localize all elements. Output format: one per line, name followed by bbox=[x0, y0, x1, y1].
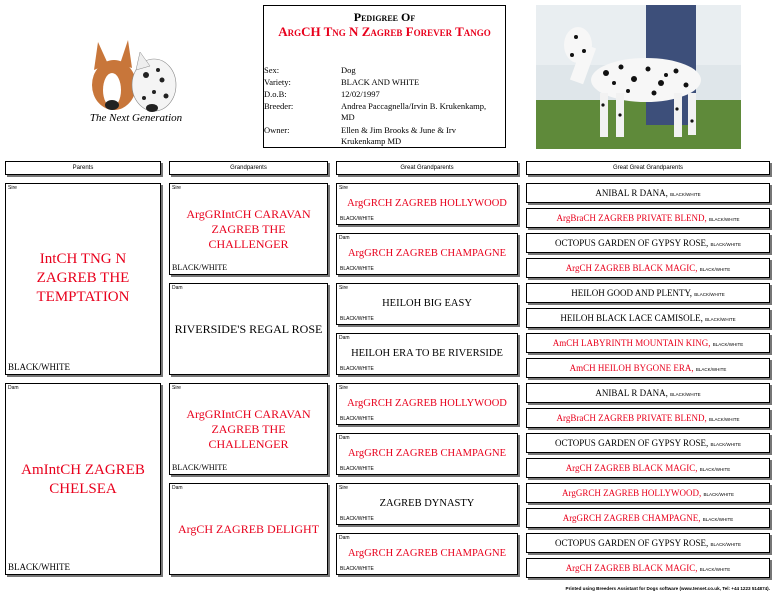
dam-label: Dam bbox=[339, 335, 350, 341]
dog-name: ArgCH Tng N Zagreb Forever Tango bbox=[278, 24, 491, 39]
great-grandparent-color: BLACK/WHITE bbox=[340, 366, 374, 372]
parent-dam bbox=[5, 383, 161, 575]
ggp-color: BLACK/WHITE bbox=[695, 367, 727, 372]
grandparent-2 bbox=[169, 283, 328, 375]
sire-label: Sire bbox=[339, 285, 348, 291]
great-grandparent-4 bbox=[336, 333, 518, 375]
great-grandparent-2 bbox=[336, 233, 518, 275]
ggp-color: BLACK/WHITE bbox=[702, 517, 734, 522]
ggp-name: ArgCH ZAGREB BLACK MAGIC, bbox=[565, 263, 698, 273]
ggp-name: ArgGRCH ZAGREB CHAMPAGNE, bbox=[562, 513, 701, 523]
column-header-parents: Parents bbox=[5, 161, 161, 175]
great-great-grandparent-8 bbox=[526, 358, 770, 378]
ggp-name: OCTOPUS GARDEN OF GYPSY ROSE, bbox=[554, 538, 709, 548]
ggp-name: AmCH LABYRINTH MOUNTAIN KING, bbox=[552, 338, 711, 348]
great-grandparent-name: HEILOH ERA TO BE RIVERSIDE bbox=[351, 348, 503, 359]
ggp-color: BLACK/WHITE bbox=[699, 467, 731, 472]
dam-label: Dam bbox=[339, 235, 350, 241]
ggp-color: BLACK/WHITE bbox=[710, 542, 742, 547]
great-grandparent-color: BLACK/WHITE bbox=[340, 466, 374, 472]
sire-label: Sire bbox=[172, 385, 181, 391]
ggp-name: ArgGRCH ZAGREB HOLLYWOOD, bbox=[562, 488, 702, 498]
great-great-grandparent-1 bbox=[526, 183, 770, 203]
great-great-grandparent-16 bbox=[526, 558, 770, 578]
sire-label: Sire bbox=[339, 185, 348, 191]
ggp-color: BLACK/WHITE bbox=[699, 267, 731, 272]
ggp-color: BLACK/WHITE bbox=[708, 417, 740, 422]
ggp-color: BLACK/WHITE bbox=[670, 392, 701, 397]
great-great-grandparent-10 bbox=[526, 408, 770, 428]
ggp-name: ArgBraCH ZAGREB PRIVATE BLEND, bbox=[556, 413, 707, 423]
grandparent-3-color: BLACK/WHITE bbox=[172, 463, 228, 472]
great-grandparent-5 bbox=[336, 383, 518, 425]
column-header-great-great-grandparents: Great Great Grandparents bbox=[526, 161, 770, 175]
great-grandparent-color: BLACK/WHITE bbox=[340, 266, 374, 272]
ggp-color: BLACK/WHITE bbox=[699, 567, 731, 572]
ggp-name: AmCH HEILOH BYGONE ERA, bbox=[569, 363, 694, 373]
great-grandparent-name: HEILOH BIG EASY bbox=[382, 298, 472, 309]
ggp-color: BLACK/WHITE bbox=[712, 342, 744, 347]
great-great-grandparent-14 bbox=[526, 508, 770, 528]
logo bbox=[74, 30, 194, 130]
great-grandparent-color: BLACK/WHITE bbox=[340, 416, 374, 422]
great-great-grandparent-6 bbox=[526, 308, 770, 328]
grandparent-3-name: ArgGRIntCH CARAVAN ZAGREB THE CHALLENGER bbox=[186, 407, 311, 451]
column-header-grandparents: Grandparents bbox=[169, 161, 328, 175]
ggp-name: ANIBAL R DANA, bbox=[595, 388, 668, 398]
column-header-great-grandparents: Great Grandparents bbox=[336, 161, 518, 175]
great-great-grandparent-3 bbox=[526, 233, 770, 253]
ggp-color: BLACK/WHITE bbox=[703, 492, 734, 497]
ggp-color: BLACK/WHITE bbox=[710, 242, 742, 247]
great-grandparent-7 bbox=[336, 483, 518, 525]
dam-label: Dam bbox=[172, 485, 183, 491]
great-great-grandparent-5 bbox=[526, 283, 770, 303]
parent-dam-name: AmIntCH ZAGREB CHELSEA bbox=[21, 462, 145, 497]
great-grandparent-name: ZAGREB DYNASTY bbox=[379, 498, 475, 509]
great-grandparent-color: BLACK/WHITE bbox=[340, 566, 374, 572]
great-grandparent-name: ArgGRCH ZAGREB CHAMPAGNE bbox=[347, 448, 507, 459]
ggp-name: OCTOPUS GARDEN OF GYPSY ROSE, bbox=[554, 438, 709, 448]
great-grandparent-3 bbox=[336, 283, 518, 325]
parent-dam-color: BLACK/WHITE bbox=[8, 562, 70, 572]
sire-label: Sire bbox=[339, 485, 348, 491]
grandparent-2-name: RIVERSIDE'S REGAL ROSE bbox=[174, 322, 323, 336]
great-great-grandparent-15 bbox=[526, 533, 770, 553]
ggp-name: ArgCH ZAGREB BLACK MAGIC, bbox=[565, 463, 698, 473]
logo-caption: The Next Generation bbox=[89, 112, 183, 124]
page-title: Pedigree Of bbox=[353, 10, 416, 24]
great-great-grandparent-4 bbox=[526, 258, 770, 278]
great-great-grandparent-13 bbox=[526, 483, 770, 503]
grandparent-1-name: ArgGRIntCH CARAVAN ZAGREB THE CHALLENGER bbox=[186, 207, 311, 251]
ggp-color: BLACK/WHITE bbox=[694, 292, 725, 297]
grandparent-4 bbox=[169, 483, 328, 575]
ggp-name: ANIBAL R DANA, bbox=[595, 188, 668, 198]
great-grandparent-6 bbox=[336, 433, 518, 475]
ggp-name: HEILOH BLACK LACE CAMISOLE, bbox=[560, 313, 703, 323]
great-grandparent-1 bbox=[336, 183, 518, 225]
ggp-name: OCTOPUS GARDEN OF GYPSY ROSE, bbox=[554, 238, 709, 248]
great-grandparent-color: BLACK/WHITE bbox=[340, 516, 374, 522]
great-great-grandparent-7 bbox=[526, 333, 770, 353]
ggp-color: BLACK/WHITE bbox=[708, 217, 740, 222]
great-grandparent-color: BLACK/WHITE bbox=[340, 316, 374, 322]
grandparent-1 bbox=[169, 183, 328, 275]
parent-sire bbox=[5, 183, 161, 375]
dam-label: Dam bbox=[339, 435, 350, 441]
great-grandparent-name: ArgGRCH ZAGREB CHAMPAGNE bbox=[347, 548, 507, 559]
ggp-name: HEILOH GOOD AND PLENTY, bbox=[571, 288, 693, 298]
parent-sire-color: BLACK/WHITE bbox=[8, 362, 70, 372]
great-grandparent-name: ArgGRCH ZAGREB HOLLYWOOD bbox=[347, 398, 507, 409]
ggp-color: BLACK/WHITE bbox=[670, 192, 701, 197]
sire-label: Sire bbox=[8, 185, 17, 191]
ggp-color: BLACK/WHITE bbox=[710, 442, 742, 447]
great-great-grandparent-9 bbox=[526, 383, 770, 403]
dalmatian-photo-image bbox=[536, 5, 741, 149]
grandparent-3 bbox=[169, 383, 328, 475]
dam-label: Dam bbox=[172, 285, 183, 291]
grandparent-4-name: ArgCH ZAGREB DELIGHT bbox=[177, 522, 320, 536]
parent-sire-name: IntCH TNG N ZAGREB THE TEMPTATION bbox=[36, 251, 130, 305]
footer-credit: Printed using Breeders Assistant for Dogs software (www.tenset.co.uk, Tel: +44 1223 514874). bbox=[565, 586, 770, 591]
grandparent-1-color: BLACK/WHITE bbox=[172, 263, 228, 272]
great-grandparent-8 bbox=[336, 533, 518, 575]
dam-label: Dam bbox=[339, 535, 350, 541]
great-grandparent-color: BLACK/WHITE bbox=[340, 216, 374, 222]
great-grandparent-name: ArgGRCH ZAGREB HOLLYWOOD bbox=[347, 198, 507, 209]
ggp-name: ArgBraCH ZAGREB PRIVATE BLEND, bbox=[556, 213, 707, 223]
great-grandparent-name: ArgGRCH ZAGREB CHAMPAGNE bbox=[347, 248, 507, 259]
dog-photo bbox=[536, 5, 741, 149]
ggp-color: BLACK/WHITE bbox=[705, 317, 736, 322]
great-great-grandparent-11 bbox=[526, 433, 770, 453]
great-great-grandparent-12 bbox=[526, 458, 770, 478]
great-great-grandparent-2 bbox=[526, 208, 770, 228]
sire-label: Sire bbox=[339, 385, 348, 391]
ggp-name: ArgCH ZAGREB BLACK MAGIC, bbox=[565, 563, 698, 573]
dam-label: Dam bbox=[8, 385, 19, 391]
sire-label: Sire bbox=[172, 185, 181, 191]
